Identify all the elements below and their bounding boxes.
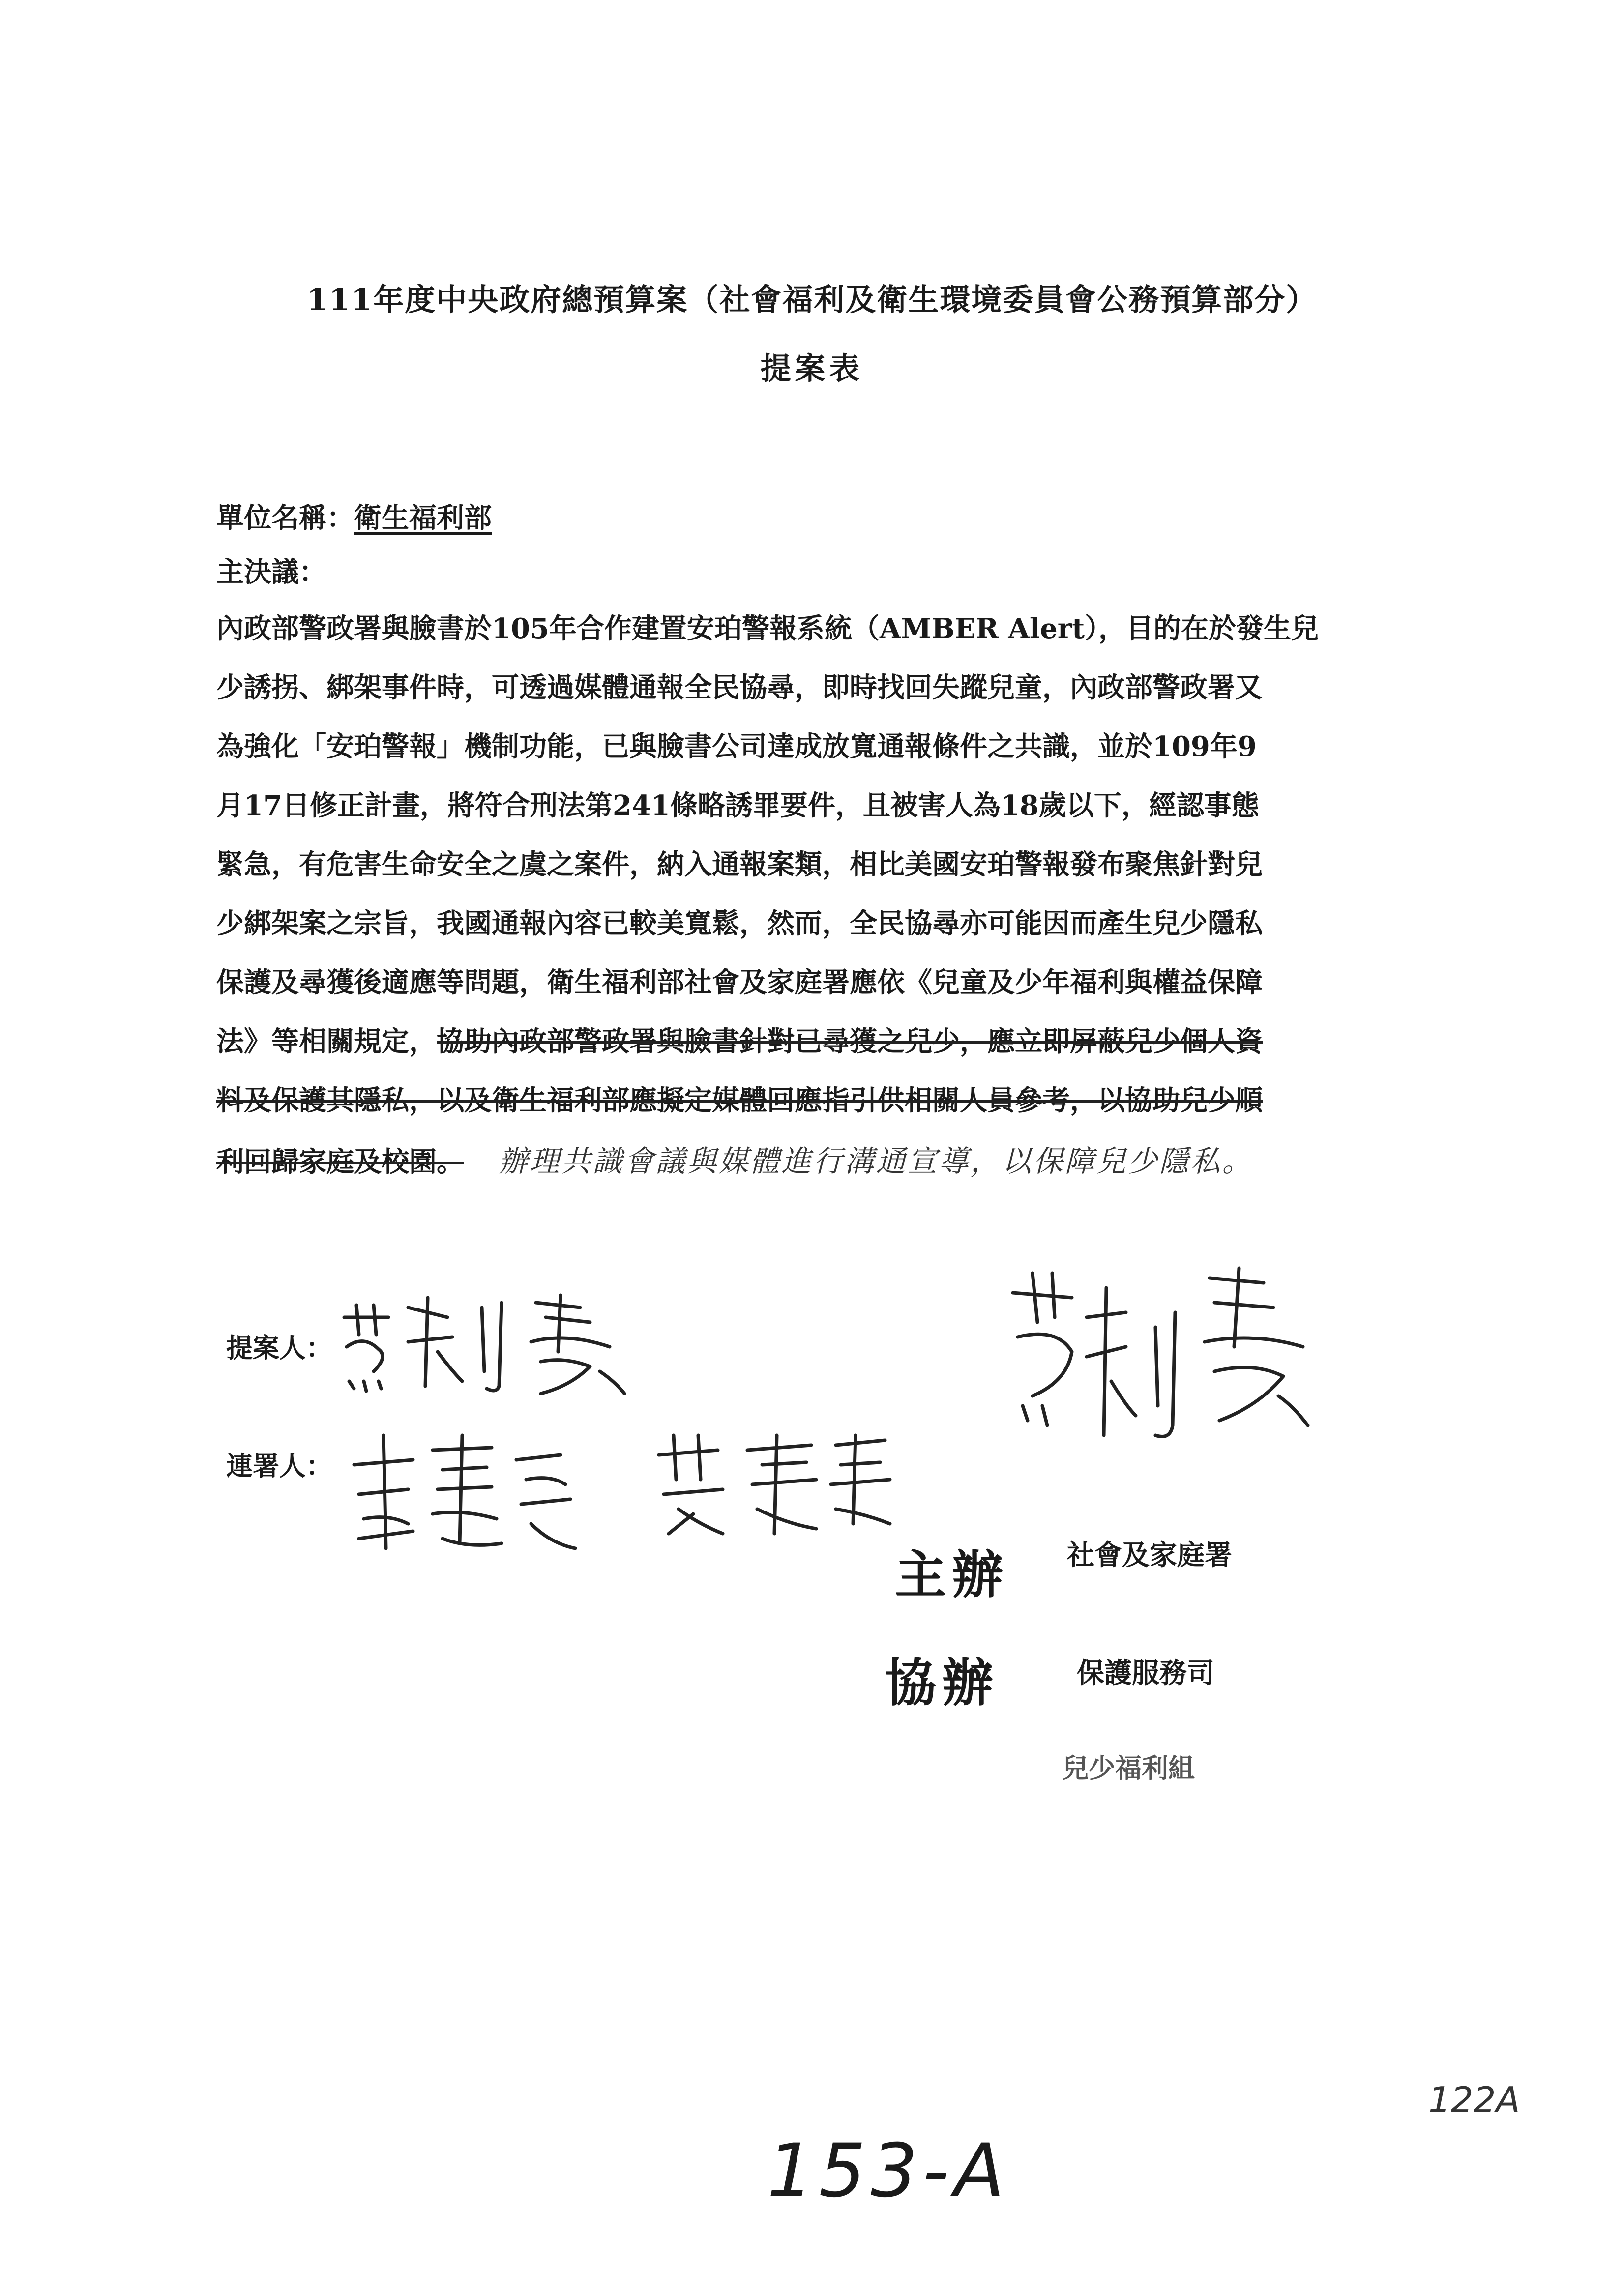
body-line-6: 少綁架案之宗旨，我國通報內容已較美寬鬆，然而，全民協尋亦可能因而產生兒少隱私: [216, 907, 1263, 940]
assisting-section: 兒少福利組: [1062, 1752, 1195, 1784]
body-line-8-plain: 法》等相關規定，: [216, 1025, 437, 1058]
lead-agency-unit: 社會及家庭署: [1067, 1539, 1232, 1571]
body-line-3: 為強化「安珀警報」機制功能，已與臉書公司達成放寬通報條件之共識，並於109年9: [216, 730, 1257, 763]
assisting-agency-label: 協辦: [885, 1653, 1000, 1713]
proposer-signature: [334, 1288, 629, 1401]
unit-label: 單位名稱：: [216, 502, 354, 534]
unit-value: 衛生福利部: [354, 502, 492, 534]
resolution-label: 主決議：: [216, 556, 326, 588]
body-line-9: [216, 1079, 1416, 1123]
proposer-signature-2: [998, 1258, 1313, 1445]
body-line-2: 少誘拐、綁架事件時，可透過媒體通報全民協尋，即時找回失蹤兒童，內政部警政署又: [216, 671, 1263, 704]
body-line-10: [216, 1138, 1416, 1182]
document-title: 111年度中央政府總預算案（社會福利及衛生環境委員會公務預算部分）: [306, 282, 1318, 318]
body-line-8-struck: 協助內政部警政署與臉書針對已尋獲之兒少，應立即屏蔽兒少個人資: [437, 1025, 1263, 1058]
handwritten-amendment: 辦理共識會議與媒體進行溝通宣導，以保障兒少隱私。: [498, 1144, 1254, 1179]
cosigner-signature-2: [649, 1425, 895, 1543]
body-line-1: 內政部警政署與臉書於105年合作建置安珀警報系統（AMBER Alert），目的在於發生兒: [216, 612, 1319, 645]
assisting-agency-unit: 保護服務司: [1077, 1657, 1214, 1689]
body-line-5: 緊急，有危害生命安全之虞之案件，納入通報案類，相比美國安珀警報發布聚焦針對兒: [216, 848, 1263, 881]
cosigner-signature-1: [344, 1425, 580, 1553]
body-line-10-struck: 利回歸家庭及校園。: [216, 1146, 464, 1178]
unit-row: [216, 496, 492, 536]
body-line-8: [216, 1020, 1416, 1064]
corner-page-mark: 122A: [1428, 2079, 1520, 2121]
proposer-label: 提案人：: [226, 1332, 332, 1364]
lead-agency-label: 主辦: [895, 1545, 1009, 1605]
body-line-7: 保護及尋獲後適應等問題，衛生福利部社會及家庭署應依《兒童及少年福利與權益保障: [216, 966, 1263, 999]
page-number: 153-A: [767, 2128, 1010, 2214]
body-line-9-struck: 料及保護其隱私，以及衛生福利部應擬定媒體回應指引供相關人員參考，以協助兒少順: [216, 1084, 1263, 1117]
body-line-4: 月17日修正計畫，將符合刑法第241條略誘罪要件，且被害人為18歲以下，經認事態: [216, 789, 1259, 822]
document-subtitle: 提案表: [760, 350, 864, 386]
cosigner-label: 連署人：: [226, 1450, 332, 1482]
